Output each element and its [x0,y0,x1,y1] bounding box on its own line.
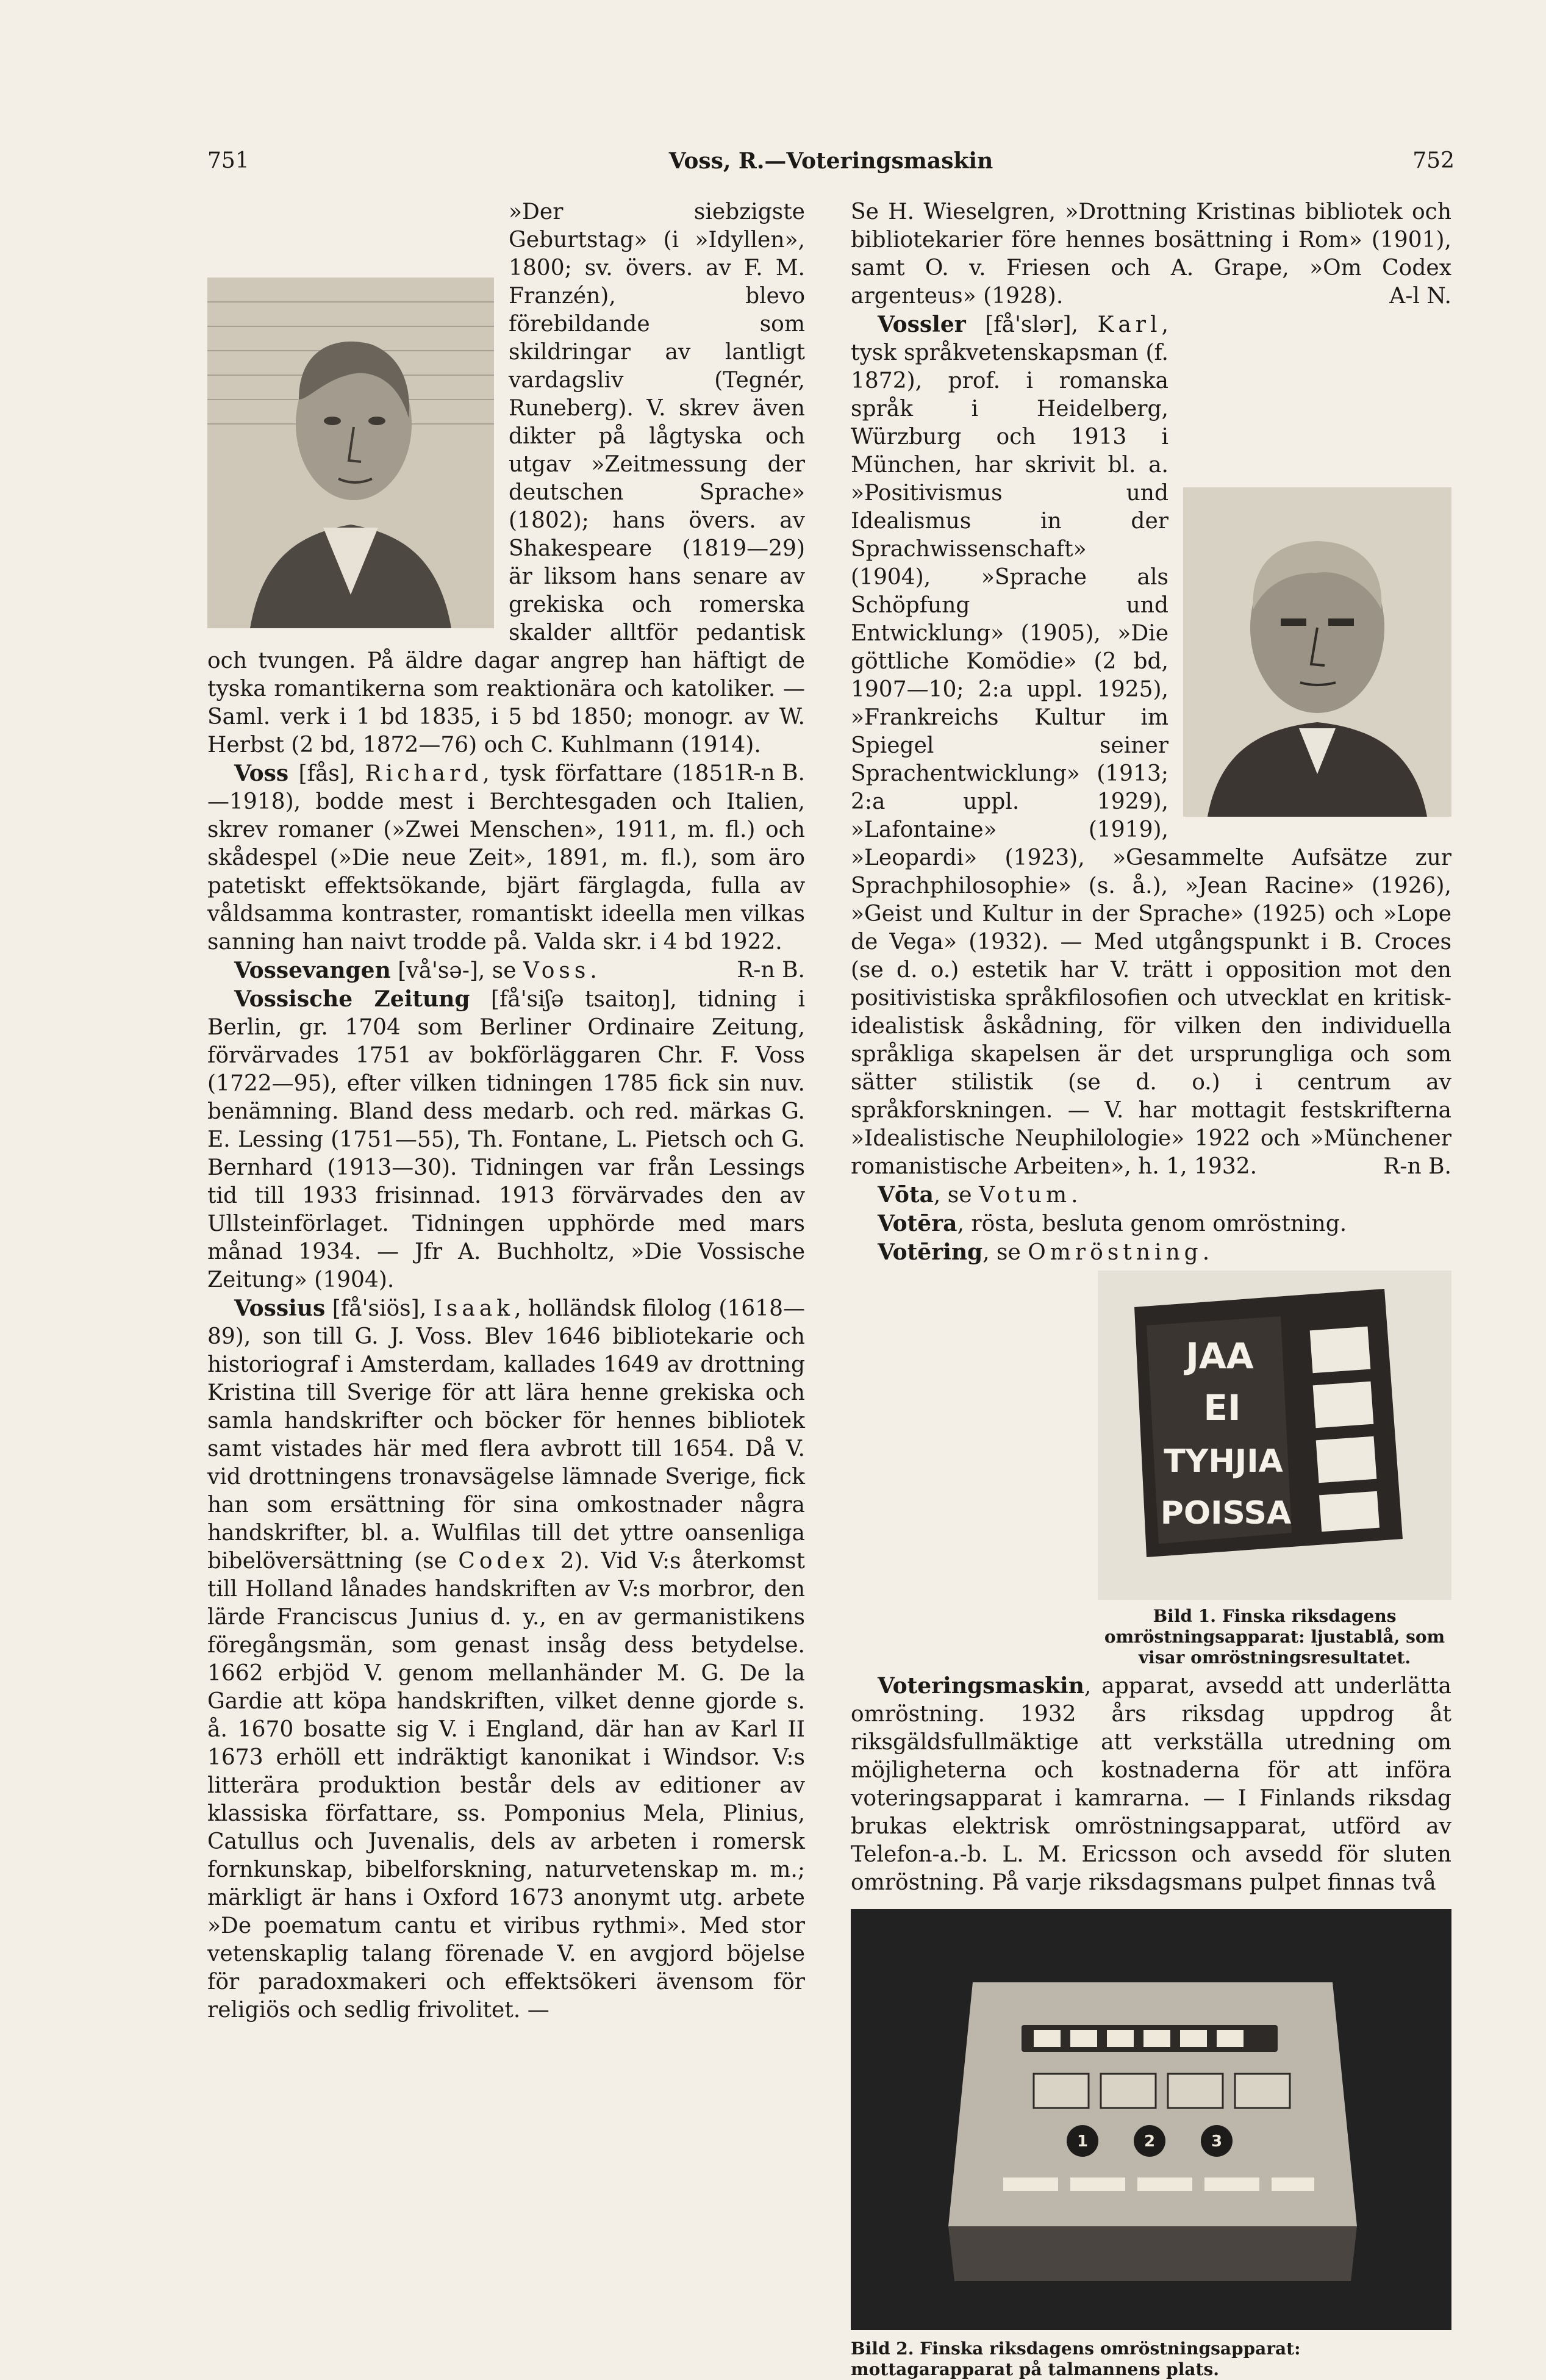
pronunciation: [fås], [288,761,365,786]
sign-label: EI [1203,1387,1241,1428]
entry-text: Se H. Wieselgren, »Drottning Kristinas bibliotek och bibliotekarier före hennes bosättning i Rom» (1901), samt O. v. Friesen och A. Grape, »Om Codex argenteus» (1928). [851,199,1451,309]
entry-votera [851,1210,1451,1238]
portrait-engraving-icon [207,278,494,628]
entry-text: [få'siʃə tsaitoŋ], tidning i Berlin, gr. 1704 som Berliner Ordinaire Zeitung, förvärvades 1751 av bokförläggaren Chr. F. Voss (1722—95), efter vilken tidningen 1785 fick sin nuv. benämning. Bland dess medarb. och red. märkas G. E. Lessing (1751—55), Th. Fontane, L. Pietsch och G. Bernhard (1913—30). Tidningen var från Lessings tid till 1933 frisinnad. 1913 förvärvades den av Ullsteinförlaget. Tidningen upphörde med mars månad 1934. — Jfr A. Buchholtz, »Die Vossische Zeitung» (1904). [207,987,805,1292]
portrait-vossler [1183,487,1451,817]
entry-vossius-continued [851,198,1451,310]
headword: Voteringsmaskin [878,1673,1084,1699]
figure-1-caption: Bild 1. Finska riksdagens omröstningsapparat: ljustablå, som visar omröstningsresultatet. [1104,1606,1445,1668]
sign-label: JAA [1186,1335,1254,1377]
figure-2 [851,1909,1451,2380]
headword: Vossler [878,312,966,337]
voting-sign-icon [1098,1271,1451,1600]
entry-vossius [207,1294,805,2024]
page-header [207,143,1455,179]
person-name: Richard [365,761,483,786]
button-label: 1 [1076,2132,1089,2151]
portrait-photo-icon [1183,487,1451,817]
entry-text: »Der siebzigste Geburtstag» (i »Idyllen», 1800; sv. övers. av F. M. Franzén), blevo förebildande som skildringar av lantligt vardagsliv (Tegnér, Runeberg). V. skrev även dikter på lågtyska och utgav »Zeitmessung der deutschen Sprache» (1802); hans övers. av Shakespeare (1819—29) är liksom hans senare av grekiska och romerska skalder alltför pedantisk och tvungen. På äldre dagar angrep han häftigt de tyska romantikerna som reaktionära och katoliker. — Saml. verk i 1 bd 1835, i 5 bd 1850; monogr. av W. Herbst (2 bd, 1872—76) och C. Kuhlmann (1914). [207,199,805,758]
running-title: Voss, R.—Voteringsmaskin [668,148,993,174]
headword: Vōta [878,1182,934,1208]
entry-text: , rösta, besluta genom omröstning. [957,1211,1347,1236]
page-number-left: 751 [207,148,249,173]
headword: Vossische Zeitung [234,986,470,1012]
entry-text: , holländsk filolog (1618—89), son till G. J. Voss. Blev 1646 bibliotekarie och historiograf i Amsterdam, kallades 1649 av drottning Kristina till Sverige för att lära henne grekiska och samla handskrifter och böcker för hennes bibliotek samt vistades här med flera avbrott till 1654. Då V. vid drottningens tronavsägelse lämnade Sverige, fick han som ersättning för sina omkostnader några handskrifter, bl. a. Wulfilas till det yttre oansenliga bibelöversättning (se [207,1296,805,1574]
portrait-voss [207,278,494,628]
signature: R-n B. [737,761,805,786]
button-label: 2 [1143,2132,1156,2151]
pronunciation: [få'slər], [965,312,1098,337]
entry-text: [vå'sə-], se [390,958,524,983]
pronunciation: [få'siös], [325,1296,434,1321]
entry-end: . [1071,1183,1078,1208]
signature: R-n B. [1383,1154,1451,1179]
headword: Votēring [878,1239,983,1265]
entry-text: , se [933,1183,979,1208]
entry-text: , se [982,1240,1028,1265]
entry-text: , tysk författare (1851—1918), bodde mest i Berchtesgaden och Italien, skrev romaner (»Zwei Menschen», 1911, m. fl.) och skådespel (»Die neue Zeit», 1891, m. fl.), som äro patetiskt effektsökande, bjärt färglagda, fulla av våldsamma kontraster, romantiskt ideella men vilkas sanning han naivt trodde på. Valda skr. i 4 bd 1922. [207,761,805,955]
person-name: Isaak [433,1296,515,1321]
figure-2-photo [851,1909,1451,2330]
headword: Vossius [234,1296,326,1321]
cross-reference: Voss [523,958,590,983]
headword: Vossevangen [234,958,391,983]
entry-vossische-zeitung [207,985,805,1294]
button-label: 3 [1211,2132,1223,2151]
signature: A-l N. [1389,284,1451,309]
signature: R-n B. [737,958,805,983]
sign-label: TYHJIA [1164,1443,1283,1480]
person-name: Karl [1097,312,1162,337]
cross-reference: Omröstning [1028,1240,1203,1265]
entry-end: . [590,958,597,983]
headword: Votēra [878,1211,957,1236]
voting-receiver-icon [851,1909,1451,2330]
page-number-right: 752 [1412,148,1455,173]
figure-2-caption: Bild 2. Finska riksdagens omröstningsapparat: mottagarapparat på talmannens plats. [851,2339,1301,2379]
entry-text: , tysk språkvetenskapsman (f. 1872), prof. i romanska språk i Heidelberg, Würzburg och 1913 i München, har skrivit bl. a. »Positivismus und Idealismus in der Sprachwissenschaft» (1904), »Sprache als Schöpfung und Entwicklung» (1905), »Die göttliche Komödie» (2 bd, 1907—10; 2:a uppl. 1925), »Frankreichs Kultur im Spiegel seiner Sprachentwicklung» (1913; 2:a uppl. 1929), »Lafontaine» (1919), »Leopardi» (1923), »Gesammelte Aufsätze zur Sprachphilosophie» (s. å.), »Jean Racine» (1926), »Geist und Kultur in der Sprache» (1925) och »Lope de Vega» (1932). — Med utgångspunkt i B. Croces (se d. o.) estetik har V. trätt i opposition mot den positivistiska språkfilosofien och utvecklat en kritisk-idealistisk åskådning, för vilken den individuella språkliga skapelsen är det ursprungliga och som sätter stilistik (se d. o.) i centrum av språkforskningen. — V. har mottagit festskrifterna »Idealistische Neuphilologie» 1922 och »Münchener romanistische Arbeiten», h. 1, 1932. [851,312,1451,1179]
entry-text: , apparat, avsedd att underlätta omröstning. 1932 års riksdag uppdrog åt riksgäldsfullmäktige att verkställa utredning om möjligheterna och kostnaderna för att införa voteringsapparat i kamrarna. — I Finlands riksdag brukas elektrisk omröstningsapparat, utförd av Telefon-a.-b. L. M. Ericsson och avsedd för sluten omröstning. På varje riksdagsmans pulpet finnas två [851,1674,1451,1895]
entry-end: . [1202,1240,1210,1265]
entry-vota [851,1181,1451,1210]
cross-reference: Votum [979,1183,1072,1208]
sign-label: POISSA [1160,1495,1292,1532]
left-column [207,198,805,2211]
entry-text-2: 2). Vid V:s återkomst till Holland lånades handskriften av V:s morbror, den lärde Franciscus Junius d. y., en av germanistikens föregångsmän, som genast insåg dess betydelse. 1662 erbjöd V. genom mellanhänder M. G. De la Gardie att köpa handskriften, vilket denne gjorde s. å. 1670 bosatte sig V. i England, där han av Karl II 1673 erhöll ett indräktigt kanonikat i Windsor. V:s litterära produktion består dels av editioner av klassiska författare, ss. Pomponius Mela, Plinius, Catullus och Juvenalis, dels av arbeten i romersk fornkunskap, bibelforskning, naturvetenskap m. m.; märkligt är hans i Oxford 1673 anonymt utg. arbete »De poematum cantu et viribus rythmi». Med stor vetenskaplig talang förenade V. en avgjord böjelse för paradoxmakeri och effektsökeri ävensom för religiös och sedlig frivolitet. — [207,1549,805,2023]
headword: Voss [234,761,289,786]
right-column [851,198,1451,2379]
entry-votering [851,1238,1451,1267]
cross-reference: Codex [458,1549,549,1574]
figure-1-photo [1098,1271,1451,1600]
figure-1 [1098,1271,1451,1668]
